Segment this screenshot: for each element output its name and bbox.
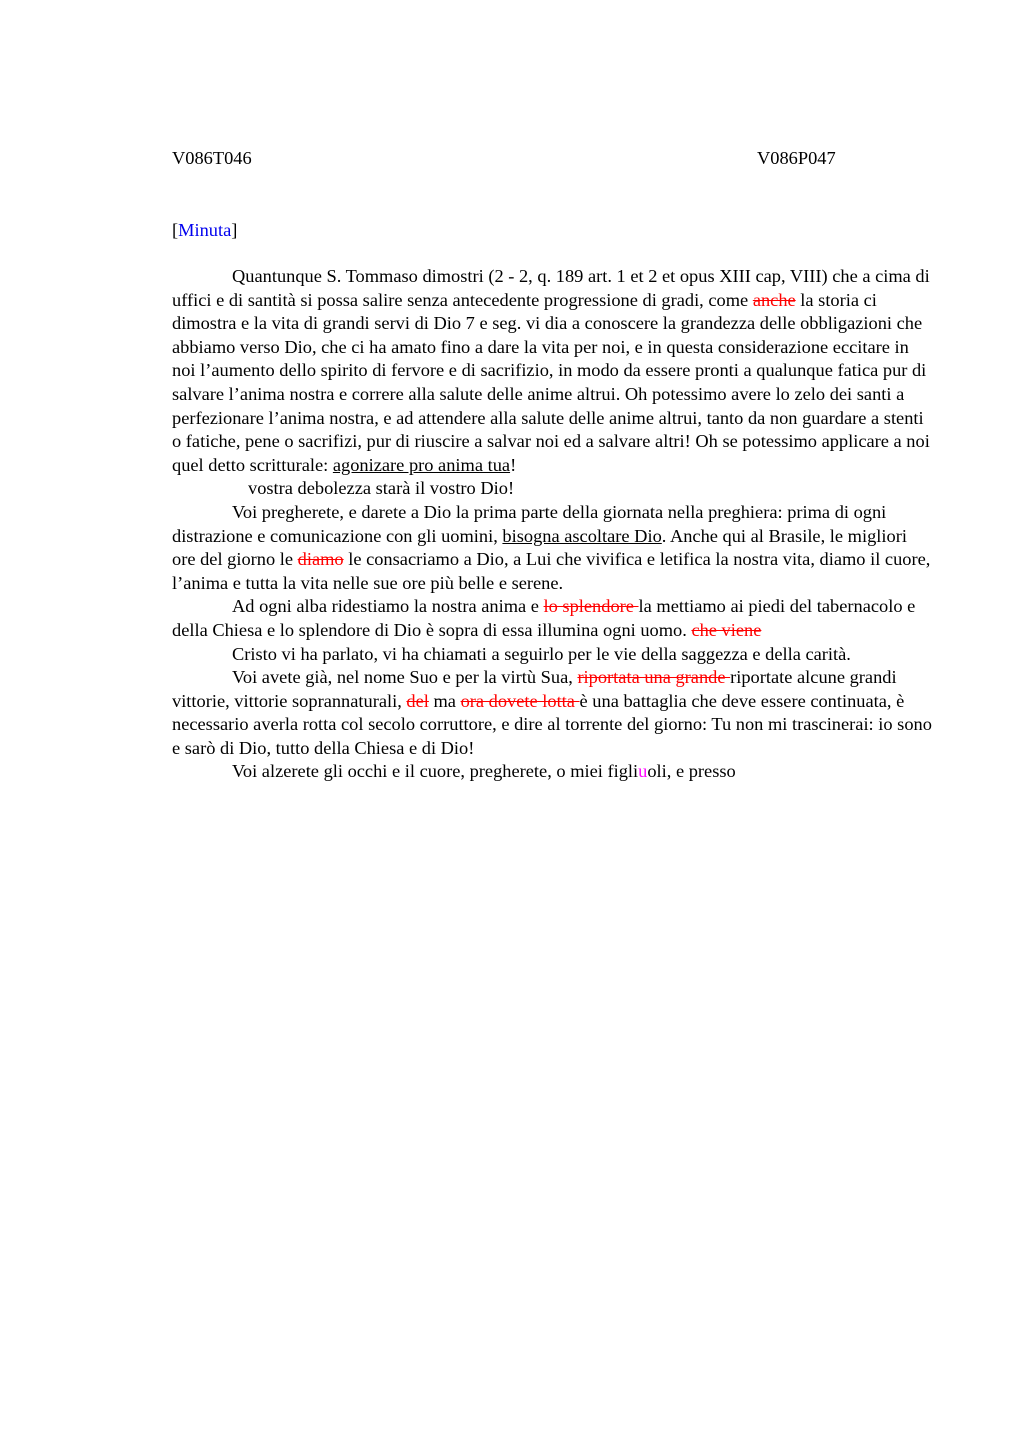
p3-text-b: . Anche qui al Brasile, le migliori ore del giorno le	[172, 525, 907, 570]
document-body	[172, 265, 932, 784]
p6-text-c: ma	[428, 690, 461, 711]
p6-text-a: Voi avete già, nel nome Suo e per la virtù Sua,	[232, 667, 578, 688]
document-label	[172, 218, 237, 242]
p1-text-b: la storia ci dimostra e la vita di grandi servi di Dio 7 e seg. vi dia a conoscere la grandezza delle obbligazioni che abbiamo verso Dio, che ci ha amato fino a dare la vita per noi, e in questa considerazione eccitare in noi l’aumento dello spirito di fervore e di sacrifizio, in modo da essere pronti a qualunque fatica pur di salvare l’anima nostra e correre alla salute delle anime altrui. Oh potessimo avere lo zelo dei santi a perfezionare l’anima nostra, e ad attendere alla salute delle anime altrui, tanto da non guardare a stenti o fatiche, pene o sacrifizi, pur di riuscire a salvar noi ed a salvare altri! Oh se potessimo applicare a noi quel detto scritturale:	[172, 289, 930, 475]
p6-deletion-2: del	[406, 690, 429, 711]
p3-underline-1: bisogna ascoltare Dio	[502, 525, 662, 546]
p4-deletion-1: lo splendore	[543, 596, 639, 617]
p7-insertion-1: u	[638, 761, 648, 782]
paragraph-6	[172, 666, 932, 760]
p6-deletion-3: ora dovete lotta	[460, 690, 580, 711]
p1-deletion-1: anche	[752, 289, 796, 310]
label-open-bracket: [	[172, 220, 179, 240]
paragraph-5	[172, 643, 932, 667]
p7-text-b: oli, e presso	[647, 761, 736, 782]
p6-text-b: riportate alcune grandi vittorie, vittorie soprannaturali,	[172, 667, 897, 711]
paragraph-3	[172, 501, 932, 595]
p2-text-a: vostra debolezza starà il vostro Dio!	[248, 478, 515, 499]
p5-text-a: Cristo vi ha parlato, vi ha chiamati a seguirlo per le vie della saggezza e della carità.	[232, 643, 851, 664]
p6-text-d: è una battaglia che deve essere continuata, è necessario averla rotta col secolo corruttore, e dire al torrente del giorno: Tu non mi trascinerai: io sono e sarò di Dio, tutto della Chiesa e di Dio!	[172, 690, 932, 758]
p3-deletion-1: diamo	[297, 549, 344, 570]
paragraph-1	[172, 265, 932, 477]
paragraph-4	[172, 595, 932, 642]
paragraph-2	[172, 477, 932, 501]
p7-text-a: Voi alzerete gli occhi e il cuore, pregherete, o miei figli	[232, 761, 639, 782]
header-left-code: V086T046	[172, 148, 252, 168]
label-close-bracket: ]	[231, 220, 238, 240]
p4-text-a: Ad ogni alba ridestiamo la nostra anima e	[232, 596, 544, 617]
paragraph-7	[172, 760, 932, 784]
p1-text-c: !	[510, 454, 517, 475]
p4-text-b: la mettiamo ai piedi del tabernacolo e della Chiesa e lo splendore di Dio è sopra di essa illumina ogni uomo.	[172, 596, 916, 640]
label-word: Minuta	[178, 220, 232, 240]
p6-deletion-1: riportata una grande	[577, 667, 731, 688]
p3-text-a: Voi pregherete, e darete a Dio la prima parte della giornata nella preghiera: prima di ogni distrazione e comunicazione con gli uomini,	[172, 501, 887, 546]
header-right-code: V086P047	[757, 148, 836, 168]
p4-deletion-2: che viene	[691, 619, 762, 640]
p1-text-a: Quantunque S. Tommaso dimostri (2 - 2, q. 189 art. 1 et 2 et opus XIII cap, VIII) che a cima di uffici e di santità si possa salire senza antecedente progressione di gradi, come	[172, 266, 930, 310]
p1-underline-1: agonizare pro anima tua	[332, 454, 511, 475]
p3-text-c: le consacriamo a Dio, a Lui che vivifica e letifica la nostra vita, diamo il cuore, l’anima e tutta la vita nelle sue ore più belle e serene.	[172, 549, 931, 593]
